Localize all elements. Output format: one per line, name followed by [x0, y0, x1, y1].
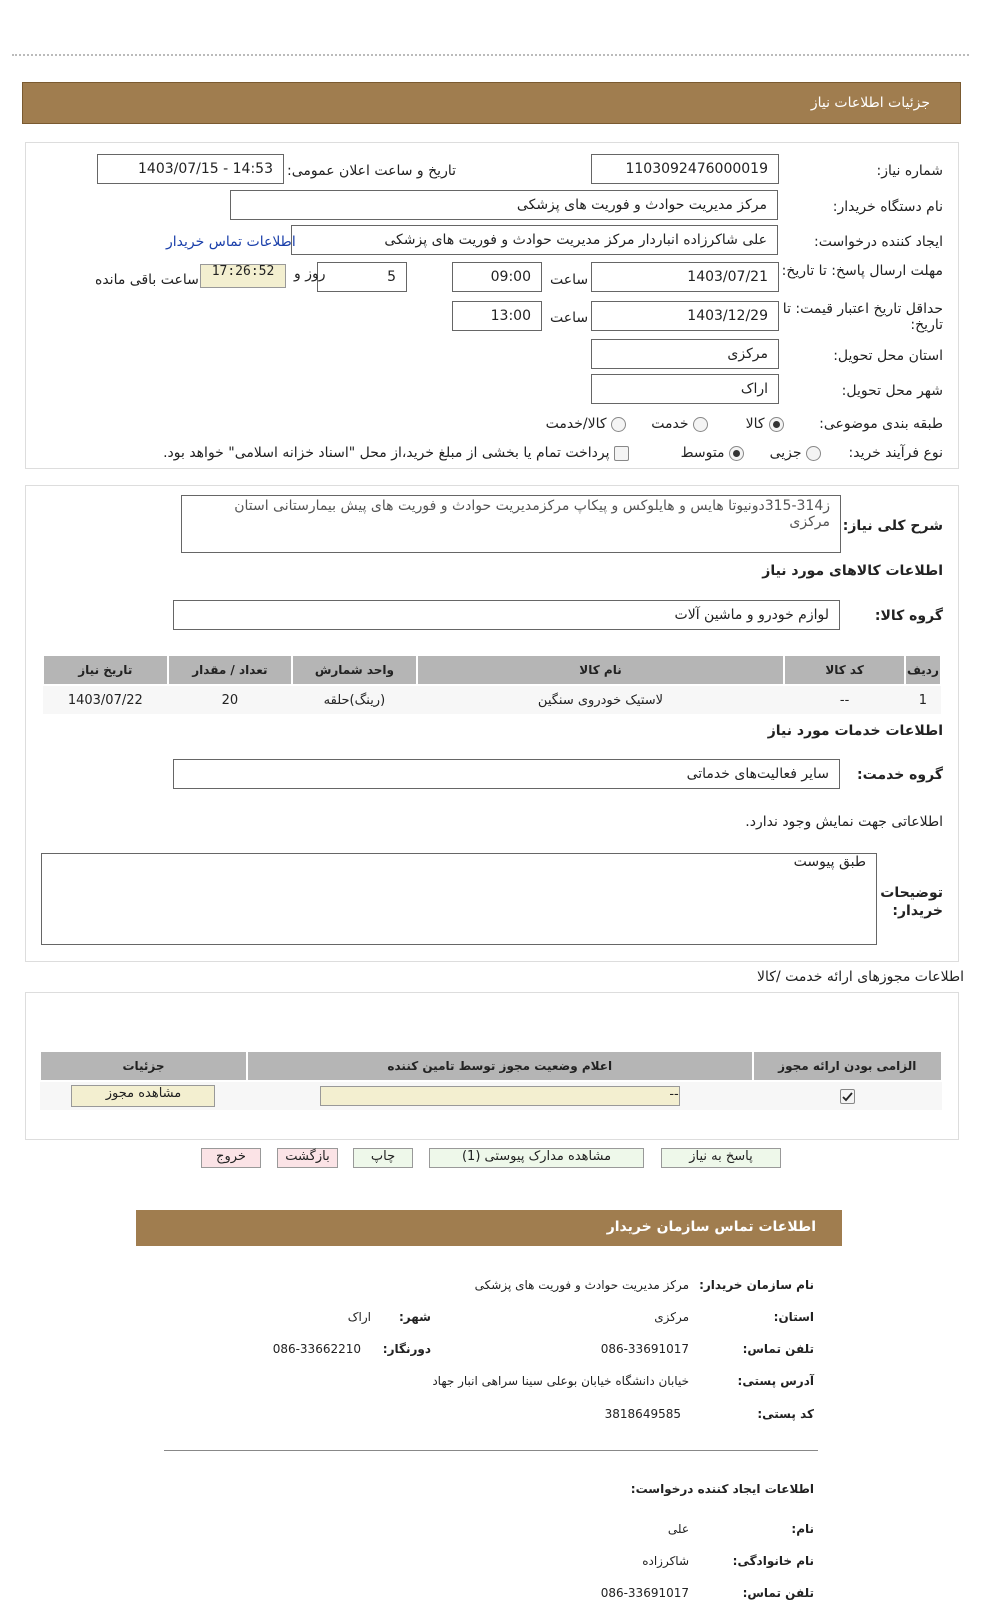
remaining-label: ساعت باقی مانده: [95, 272, 199, 288]
description-label: شرح کلی نیاز:: [842, 518, 943, 534]
contact-province-value: مرکزی: [654, 1310, 689, 1324]
view-permit-button[interactable]: مشاهده مجوز: [71, 1085, 215, 1107]
buyer-org-field: مرکز مدیریت حوادث و فوریت های پزشکی: [230, 190, 778, 220]
requester-title: اطلاعات ایجاد کننده درخواست:: [630, 1482, 814, 1496]
requester-phone-label: تلفن تماس:: [742, 1586, 814, 1600]
services-no-data: اطلاعاتی جهت نمایش وجود ندارد.: [745, 814, 943, 830]
description-field: ز314-315دونیوتا هایس و هایلوکس و پیکاپ مرکزمدیریت حوادث و فوریت های پیش بیمارستانی استان مرکزی: [181, 495, 841, 553]
validity-time-label: ساعت: [550, 310, 589, 326]
exit-button[interactable]: خروج: [201, 1148, 261, 1168]
contact-divider: [164, 1450, 818, 1451]
countdown-timer: 17:26:52: [200, 264, 286, 288]
permit-status-field: --: [320, 1086, 680, 1106]
services-group-field: سایر فعالیت‌های خدماتی: [173, 759, 840, 789]
cell-permit-status: [247, 1081, 753, 1110]
category-option-goods-label: کالا: [745, 416, 765, 432]
category-option-service[interactable]: [651, 416, 708, 432]
goods-group-label: گروه کالا:: [874, 608, 943, 624]
requester-name-value: علی: [667, 1522, 689, 1536]
contact-address-value: خیابان دانشگاه خیابان بوعلی سینا سراهی انبار جهاد: [432, 1374, 689, 1388]
process-option-medium-label: متوسط: [680, 445, 725, 461]
checkmark-icon[interactable]: [840, 1089, 855, 1104]
requester-family-label: نام خانوادگی:: [732, 1554, 814, 1568]
radio-icon[interactable]: [806, 446, 821, 461]
goods-table-header-row: [43, 655, 941, 685]
buyer-contact-title: اطلاعات تماس سازمان خریدار: [606, 1219, 816, 1235]
contact-fax-value: 086-33662210: [272, 1342, 361, 1356]
col-permit-required: الزامی بودن ارائه مجوز: [753, 1051, 943, 1081]
buyer-notes-field: طبق پیوست: [41, 853, 877, 945]
requester-name-label: نام:: [791, 1522, 814, 1536]
requester-phone-value: 086-33691017: [600, 1586, 689, 1600]
cell-unit: (رینگ)حلقه: [292, 685, 417, 714]
days-field: 5: [317, 262, 407, 292]
table-row: [40, 1081, 942, 1110]
back-button[interactable]: بازگشت: [277, 1148, 338, 1168]
radio-icon[interactable]: [611, 417, 626, 432]
city-field: اراک: [591, 374, 779, 404]
contact-phone-value: 086-33691017: [600, 1342, 689, 1356]
payment-note-text: پرداخت تمام یا بخشی از مبلغ خرید،از محل "اسناد خزانه اسلامی" خواهد بود.: [163, 445, 610, 461]
print-button[interactable]: چاپ: [353, 1148, 413, 1168]
deadline-time-label: ساعت: [550, 272, 589, 288]
contact-phone-label: تلفن تماس:: [742, 1342, 814, 1356]
table-row: [43, 685, 941, 714]
announce-field: 1403/07/15 - 14:53: [97, 154, 284, 184]
need-number-field: 1103092476000019: [591, 154, 779, 184]
creator-label: ایجاد کننده درخواست:: [814, 234, 943, 250]
radio-selected-icon[interactable]: [769, 417, 784, 432]
checkbox-icon[interactable]: [614, 446, 629, 461]
permits-table: [39, 1050, 943, 1110]
permits-table-header-row: [40, 1051, 942, 1081]
services-section-title: اطلاعات خدمات مورد نیاز: [767, 723, 943, 739]
page-title: جزئیات اطلاعات نیاز: [810, 95, 930, 111]
process-label: نوع فرآیند خرید:: [848, 445, 943, 461]
goods-table: [42, 654, 942, 714]
validity-time-field: 13:00: [452, 301, 542, 331]
validity-date-field: 1403/12/29: [591, 301, 779, 331]
col-date: تاریخ نیاز: [43, 655, 168, 685]
days-label: روز و: [294, 266, 326, 282]
process-option-medium[interactable]: [681, 445, 744, 461]
process-option-minor-label: جزیی: [769, 445, 802, 461]
payment-note: [163, 445, 629, 461]
cell-qty: 20: [168, 685, 293, 714]
reply-button[interactable]: پاسخ به نیاز: [661, 1148, 781, 1168]
contact-postal-value: 3818649585: [604, 1407, 681, 1421]
category-option-service-label: خدمت: [651, 416, 689, 432]
cell-permit-required: [753, 1081, 943, 1110]
radio-selected-icon[interactable]: [729, 446, 744, 461]
validity-label: حداقل تاریخ اعتبار قیمت: تا تاریخ:: [782, 301, 943, 333]
buyer-org-label: نام دستگاه خریدار:: [832, 199, 943, 215]
contact-org-label: نام سازمان خریدار:: [699, 1278, 814, 1292]
radio-icon[interactable]: [693, 417, 708, 432]
creator-field: علی شاکرزاده انباردار مرکز مدیریت حوادث و فوریت های پزشکی: [291, 225, 778, 255]
buyer-contact-header: [136, 1210, 842, 1246]
goods-group-field: لوازم خودرو و ماشین آلات: [173, 600, 840, 630]
province-field: مرکزی: [591, 339, 779, 369]
col-code: کد کالا: [784, 655, 905, 685]
requester-family-value: شاکرزاده: [642, 1554, 689, 1568]
contact-province-label: استان:: [773, 1310, 814, 1324]
contact-postal-label: کد پستی:: [757, 1407, 814, 1421]
cell-row: 1: [905, 685, 941, 714]
col-unit: واحد شمارش: [292, 655, 417, 685]
announce-label: تاریخ و ساعت اعلان عمومی:: [287, 163, 456, 179]
col-row: ردیف: [905, 655, 941, 685]
city-label: شهر محل تحویل:: [841, 383, 943, 399]
contact-city-value: اراک: [347, 1310, 371, 1324]
cell-permit-details: [40, 1081, 247, 1110]
process-option-minor[interactable]: [770, 445, 821, 461]
attachments-button[interactable]: مشاهده مدارک پیوستی (1): [429, 1148, 644, 1168]
contact-city-label: شهر:: [399, 1310, 431, 1324]
top-dotted-divider: [12, 54, 969, 56]
deadline-time-field: 09:00: [452, 262, 542, 292]
cell-date: 1403/07/22: [43, 685, 168, 714]
deadline-label: مهلت ارسال پاسخ: تا تاریخ:: [781, 263, 943, 279]
need-number-label: شماره نیاز:: [876, 163, 943, 179]
cell-name: لاستیک خودروی سنگین: [417, 685, 785, 714]
buyer-contact-link[interactable]: اطلاعات تماس خریدار: [166, 234, 296, 250]
services-group-label: گروه خدمت:: [857, 767, 943, 783]
col-name: نام کالا: [417, 655, 785, 685]
category-label: طبقه بندی موضوعی:: [819, 416, 943, 432]
page-header: [22, 82, 961, 124]
permits-section-title: اطلاعات مجوزهای ارائه خدمت /کالا: [757, 969, 964, 985]
buyer-notes-label: توضیحات خریدار:: [880, 885, 943, 919]
category-option-both-label: کالا/خدمت: [545, 416, 607, 432]
category-option-both[interactable]: [546, 416, 626, 432]
contact-address-label: آدرس پستی:: [737, 1374, 814, 1388]
col-permit-details: جزئیات: [40, 1051, 247, 1081]
province-label: استان محل تحویل:: [833, 348, 943, 364]
contact-fax-label: دورنگار:: [382, 1342, 431, 1356]
category-option-goods[interactable]: [746, 416, 784, 432]
col-permit-status: اعلام وضعیت مجوز توسط تامین کننده: [247, 1051, 753, 1081]
contact-org-value: مرکز مدیریت حوادث و فوریت های پزشکی: [474, 1278, 689, 1292]
col-qty: تعداد / مقدار: [168, 655, 293, 685]
goods-section-title: اطلاعات کالاهای مورد نیاز: [762, 563, 943, 579]
cell-code: --: [784, 685, 905, 714]
deadline-date-field: 1403/07/21: [591, 262, 779, 292]
